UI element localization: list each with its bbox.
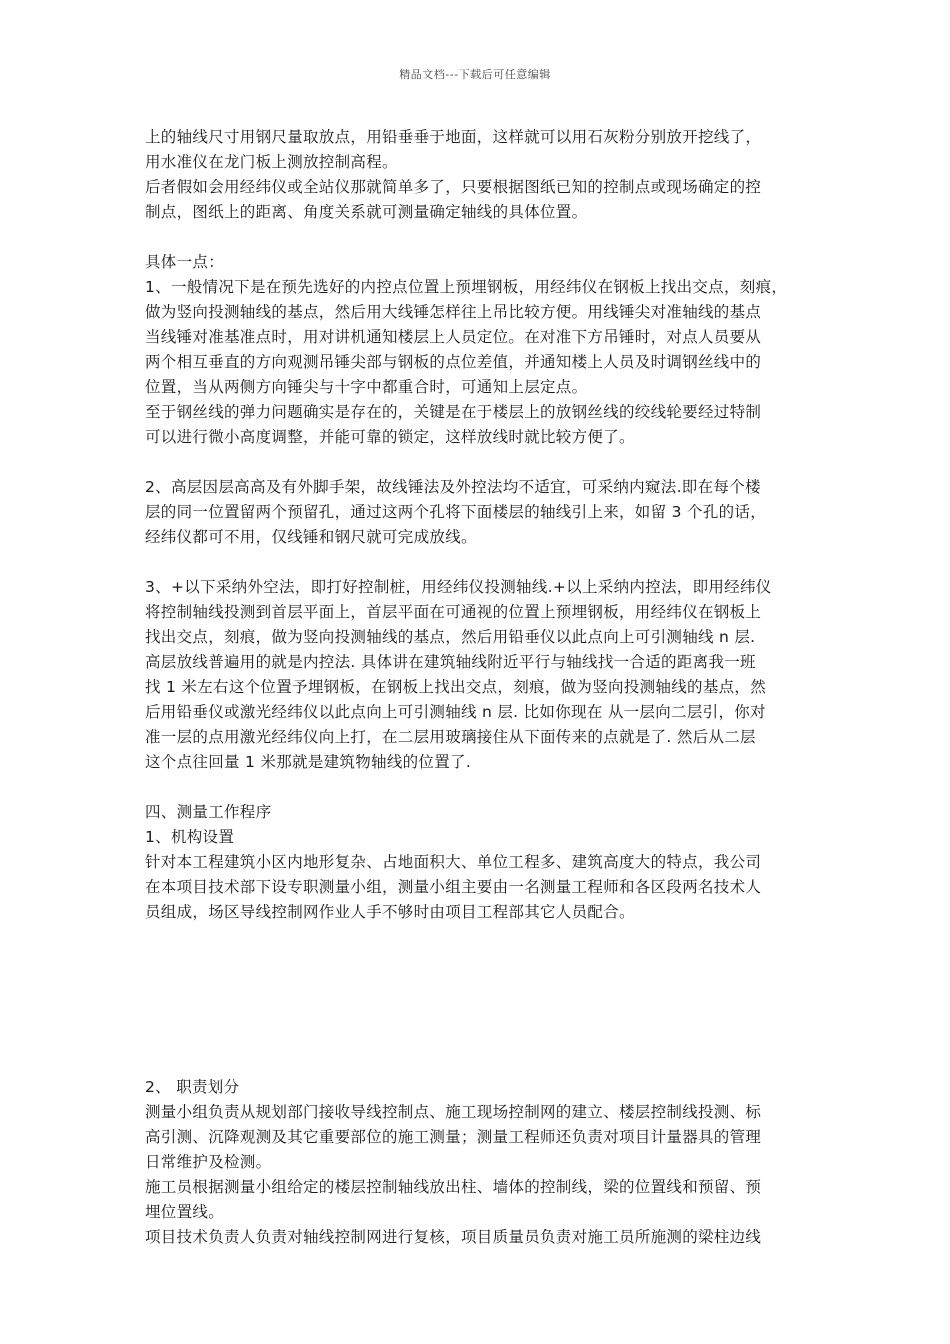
paragraph-block-4 — [145, 575, 810, 775]
text-line: 项目技术负责人负责对轴线控制网进行复核，项目质量员负责对施工员所施测的梁柱边线 — [145, 1228, 762, 1246]
text-line: 具体一点： — [145, 253, 225, 271]
subsection-heading: 2、 职责划分 — [145, 1078, 240, 1096]
subsection-heading: 1、机构设置 — [145, 828, 235, 846]
text-line: 2、高层因层高高及有外脚手架，故线锤法及外控法均不适宜，可采纳内窥法.即在每个楼 — [145, 478, 761, 496]
text-line: 施工员根据测量小组给定的楼层控制轴线放出柱、墙体的控制线，梁的位置线和预留、预 — [145, 1178, 762, 1196]
text-line: 测量小组负责从规划部门接收导线控制点、施工现场控制网的建立、楼层控制线投测、标 — [145, 1103, 762, 1121]
text-line: 制点，图纸上的距离、角度关系就可测量确定轴线的具体位置。 — [145, 203, 588, 221]
text-line: 后用铅垂仪或激光经纬仪以此点向上可引测轴线 n 层. 比如你现在 从一层向二层引，你对 — [145, 703, 766, 721]
page-header: 精品文档---下载后可任意编辑 — [399, 68, 551, 81]
paragraph-block-1 — [145, 125, 810, 225]
text-line: 针对本工程建筑小区内地形复杂、占地面积大、单位工程多、建筑高度大的特点，我公司 — [145, 853, 762, 871]
text-line: 1、一般情况下是在预先选好的内控点位置上预埋钢板，用经纬仪在钢板上找出交点，刻痕， — [145, 278, 788, 296]
text-line: 位置，当从两侧方向锤尖与十字中都重合时，可通知上层定点。 — [145, 378, 588, 396]
text-line: 将控制轴线投测到首层平面上，首层平面在可通视的位置上预埋钢板，用经纬仪在钢板上 — [145, 603, 762, 621]
text-line: 做为竖向投测轴线的基点，然后用大线锤怎样往上吊比较方便。用线锤尖对准轴线的基点 — [145, 303, 762, 321]
text-line: 3、+以下采纳外空法，即打好控制桩，用经纬仪投测轴线.+以上采纳内控法，即用经纬仪 — [145, 578, 772, 596]
section-responsibilities — [145, 1075, 810, 1250]
text-line: 高引测、沉降观测及其它重要部位的施工测量；测量工程师还负责对项目计量器具的管理 — [145, 1128, 762, 1146]
section-heading: 四、测量工作程序 — [145, 803, 272, 821]
paragraph-block-2 — [145, 250, 810, 450]
text-line: 上的轴线尺寸用钢尺量取放点，用铅垂垂于地面，这样就可以用石灰粉分别放开挖线了， — [145, 128, 762, 146]
text-line: 可以进行微小高度调整，并能可靠的锁定，这样放线时就比较方便了。 — [145, 428, 635, 446]
text-line: 找出交点，刻痕，做为竖向投测轴线的基点，然后用铅垂仪以此点向上可引测轴线 n 层. — [145, 628, 756, 646]
text-line: 在本项目技术部下设专职测量小组，测量小组主要由一名测量工程师和各区段两名技术人 — [145, 878, 762, 896]
text-line: 埋位置线。 — [145, 1203, 225, 1221]
text-line: 准一层的点用激光经纬仪向上打，在二层用玻璃接住从下面传来的点就是了. 然后从二层 — [145, 728, 756, 746]
text-line: 当线锤对准基准点时，用对讲机通知楼层上人员定位。在对准下方吊锤时，对点人员要从 — [145, 328, 762, 346]
text-line: 层的同一位置留两个预留孔，通过这两个孔将下面楼层的轴线引上来，如留 3 个孔的话， — [145, 503, 767, 521]
document-body — [145, 125, 810, 1250]
text-line: 高层放线普遍用的就是内控法. 具体讲在建筑轴线附近平行与轴线找一合适的距离我一班 — [145, 653, 756, 671]
text-line: 日常维护及检测。 — [145, 1153, 272, 1171]
text-line: 用水准仪在龙门板上测放控制高程。 — [145, 153, 398, 171]
text-line: 这个点往回量 1 米那就是建筑物轴线的位置了. — [145, 753, 472, 771]
text-line: 找 1 米左右这个位置予埋钢板，在钢板上找出交点，刻痕，做为竖向投测轴线的基点，然 — [145, 678, 767, 696]
text-line: 后者假如会用经纬仪或全站仪那就简单多了，只要根据图纸已知的控制点或现场确定的控 — [145, 178, 762, 196]
text-line: 经纬仪都可不用，仅线锤和钢尺就可完成放线。 — [145, 528, 477, 546]
section-measurement-procedure — [145, 800, 810, 925]
text-line: 至于钢丝线的弹力问题确实是存在的，关键是在于楼层上的放钢丝线的绞线轮要经过特制 — [145, 403, 762, 421]
text-line: 两个相互垂直的方向观测吊锤尖部与钢板的点位差值，并通知楼上人员及时调钢丝线中的 — [145, 353, 762, 371]
paragraph-block-3 — [145, 475, 810, 550]
text-line: 员组成，场区导线控制网作业人手不够时由项目工程部其它人员配合。 — [145, 903, 635, 921]
